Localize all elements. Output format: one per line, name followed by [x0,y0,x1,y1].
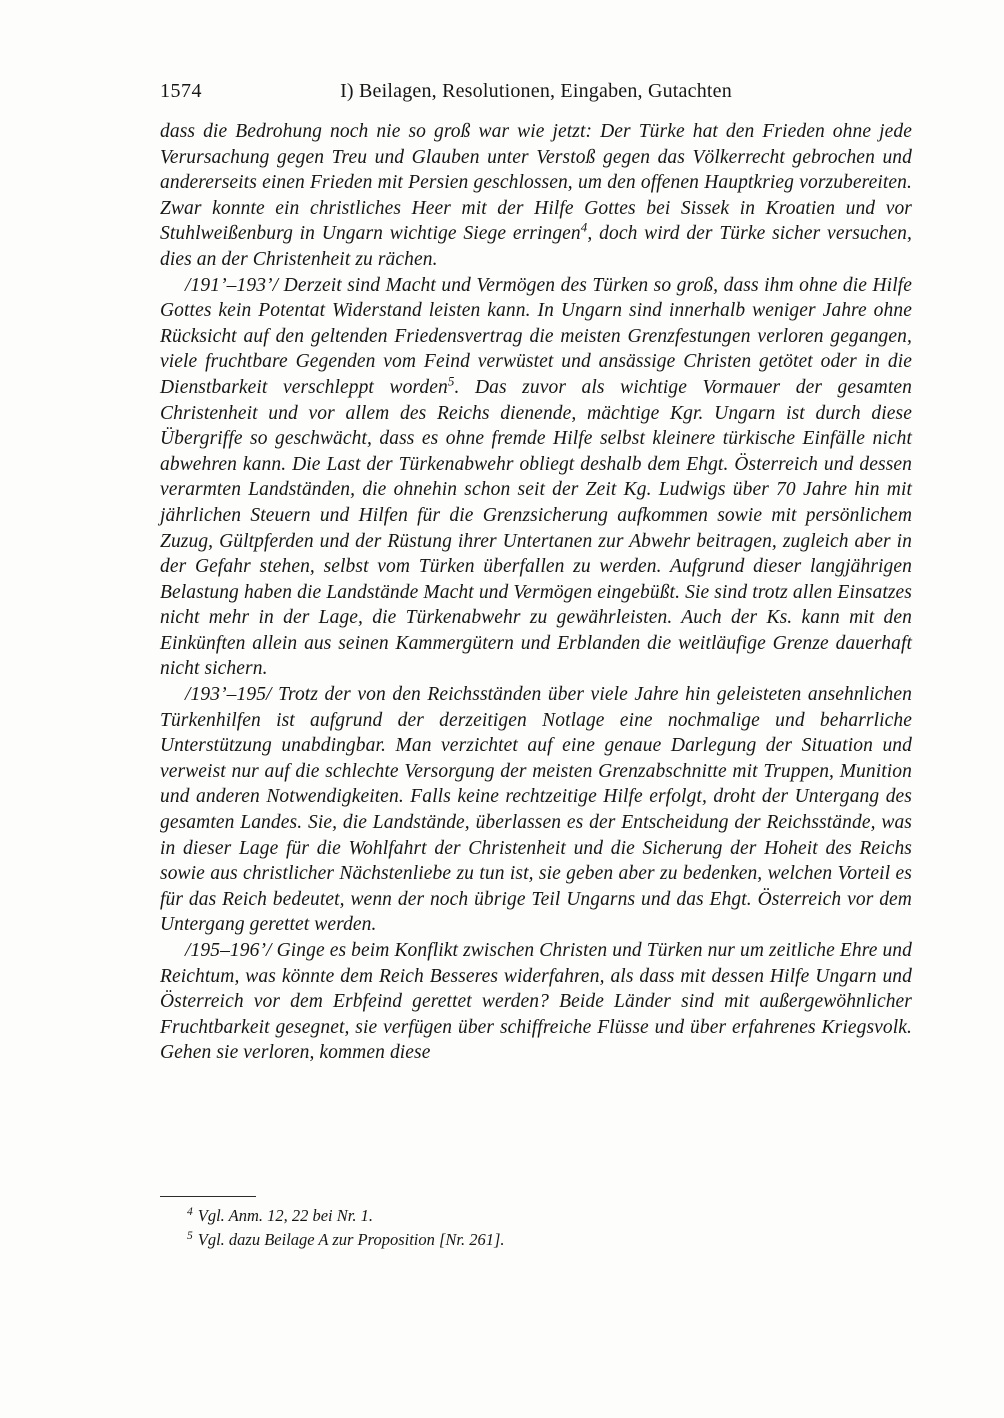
body-text [160,119,912,1066]
paragraph-text: . Das zuvor als wichtige Vormauer der gesamten Christenheit und vor allem des Reichs dienende, mächtige Kgr. Ungarn ist durch diese Übergriffe so geschwächt, dass es ohne fremde Hilfe selbst kleinere türkische Einfälle nicht abwehren kann. Die Last der Türkenabwehr obliegt deshalb dem Ehgt. Österreich und dessen verarmten Landständen, die ohnehin schon seit der Zeit Kg. Ludwigs über 70 Jahre hin mit jährlichen Steuern und Hilfen für die Grenzsicherung aufkommen sowie mit persönlichem Zuzug, Gültpferden und der Rüstung ihrer Untertanen zur Abwehr beitragen, zugleich aber in der Gefahr stehen, selbst vom Türken überfallen zu werden. Aufgrund dieser langjährigen Belastung haben die Landstände Macht und Vermögen eingebüßt. Sie sind trotz allen Einsatzes nicht mehr in der Lage, die Türkenabwehr zu gewährleisten. Auch der Ks. kann mit den Einkünften allein aus seinen Kammergütern und Erblanden die weitläufige Grenze dauerhaft nicht sichern. [160,376,912,680]
running-head: I) Beilagen, Resolutionen, Eingaben, Gutachten [340,80,732,102]
paragraph [160,119,912,273]
paragraph [160,938,912,1066]
paragraph-text: dass die Bedrohung noch nie so groß war wie jetzt: Der Türke hat den Frieden ohne jede Verursachung gegen Treu und Glauben unter Verstoß gegen das Völkerrecht gebrochen und andererseits einen Frieden mit Persien geschlossen, um den offenen Hauptkrieg vorzubereiten. Zwar konnte ein christliches Heer mit der Hilfe Gottes bei Sissek in Kroatien und vor Stuhlweißenburg in Ungarn wichtige Siege erringen [160,121,912,245]
footnote [160,1204,912,1228]
footnote-ref-5: 5 [447,373,455,389]
page-header [160,80,912,103]
paragraph [160,273,912,683]
footnote-rule [160,1196,256,1197]
paragraph-text: , doch wird der Türke sicher versuchen, dies an der Christenheit zu rächen. [160,223,912,270]
footnote [160,1228,912,1252]
footnote-text: Vgl. Anm. 12, 22 bei Nr. 1. [197,1206,373,1225]
footnote-marker: 4 [187,1205,193,1218]
paragraph-text: /191’–193’/ Derzeit sind Macht und Vermögen des Türken so groß, dass ihm ohne die Hilfe Gottes kein Potentat Widerstand leisten kann. In Ungarn sind innerhalb weniger Jahre ohne Rücksicht auf den geltenden Friedensvertrag die meisten Grenzfestungen verloren gegangen, viele fruchtbare Gegenden vom Feind verwüstet und ansässige Christen getötet oder in die Dienstbarkeit verschleppt worden [160,274,912,398]
page-number: 1574 [160,80,202,102]
footnote-text: Vgl. dazu Beilage A zur Proposition [Nr. 261]. [197,1230,505,1249]
footnote-ref-4: 4 [580,219,588,235]
paragraph [160,682,912,938]
footnotes-section [160,1196,912,1252]
footnote-marker: 5 [187,1229,193,1242]
paragraph-text: /193’–195/ Trotz der von den Reichsständen über viele Jahre hin geleisteten ansehnlichen Türkenhilfen ist aufgrund der derzeitigen Notlage eine nochmalige und beharrliche Unterstützung unabdingbar. Man verzichtet auf eine genaue Darlegung der Situation und verweist nur auf die schlechte Versorgung der meisten Grenzabschnitte mit Truppen, Munition und anderen Notwendigkeiten. Falls keine rechtzeitige Hilfe erfolgt, droht der Untergang des gesamten Landes. Sie, die Landstände, überlassen es der Entscheidung der Reichsstände, was in dieser Lage für die Wohlfahrt der Christenheit und die Sicherung der Hoheit des Reichs sowie aus christlicher Nächstenliebe zu tun ist, sie geben aber zu bedenken, welchen Vorteil es für das Reich bedeutet, wenn der noch übrige Teil Ungarns und das Ehgt. Österreich vor dem Untergang gerettet werden. [160,684,912,936]
paragraph-text: /195–196’/ Ginge es beim Konflikt zwischen Christen und Türken nur um zeitliche Ehre und Reichtum, was könnte dem Reich Besseres widerfahren, als dass mit dessen Hilfe Ungarn und Österreich vor dem Erbfeind gerettet werden? Beide Länder sind mit außergewöhnlicher Fruchtbarkeit gesegnet, sie verfügen über schiffreiche Flüsse und über erfahrenes Kriegsvolk. Gehen sie verloren, kommen diese [160,940,912,1064]
